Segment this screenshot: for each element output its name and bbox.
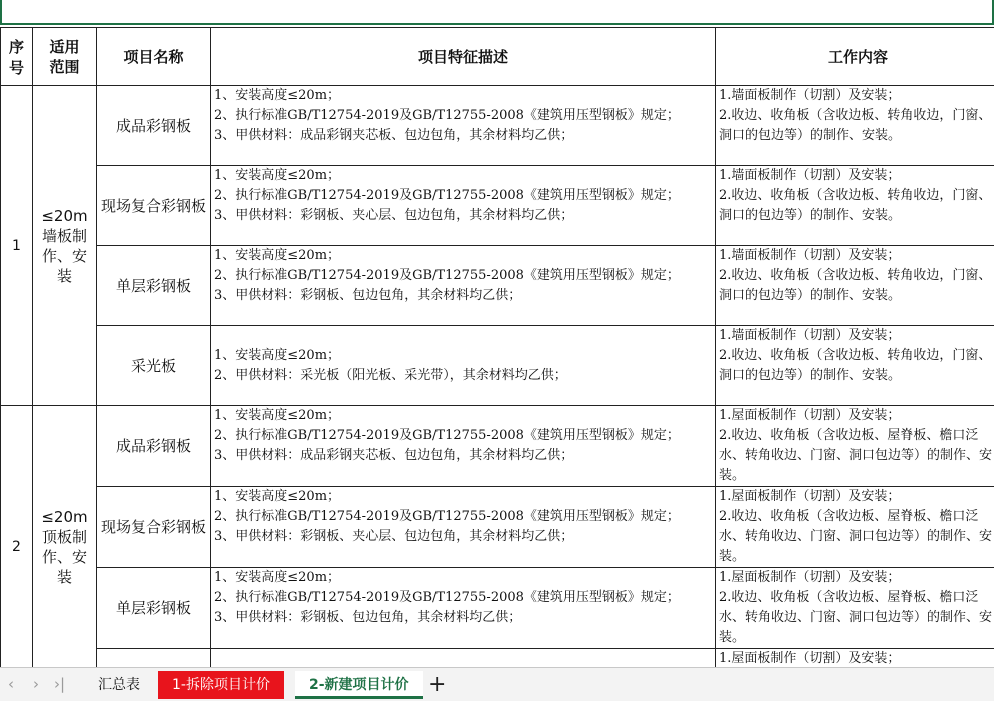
group-scope-cell[interactable]: ≤20m顶板制作、安装 xyxy=(33,406,97,668)
item-name-cell[interactable]: 现场复合彩钢板 xyxy=(97,487,211,568)
item-name-cell[interactable]: 采光板 xyxy=(97,326,211,406)
item-desc-cell[interactable]: 1、安装高度≤20m； 2、执行标准GB/T12754-2019及GB/T12755-2008《建筑用压型钢板》规定； 3、甲供材料：彩钢板、夹心层、包边包角，其余材料均乙供； xyxy=(211,166,716,246)
table-row xyxy=(1,649,994,668)
group-number-cell[interactable]: 1 xyxy=(1,86,33,406)
sheet-tab-bar xyxy=(0,667,994,701)
item-name-cell[interactable] xyxy=(97,649,211,668)
item-desc-cell[interactable]: 1、安装高度≤20m； 2、执行标准GB/T12754-2019及GB/T12755-2008《建筑用压型钢板》规定； 3、甲供材料：彩钢板、夹心层、包边包角，其余材料均乙供； xyxy=(211,487,716,568)
item-desc-cell[interactable]: 1、安装高度≤20m； 2、执行标准GB/T12754-2019及GB/T12755-2008《建筑用压型钢板》规定； 3、甲供材料：彩钢板、包边包角，其余材料均乙供； xyxy=(211,568,716,649)
item-work-cell[interactable]: 1.墙面板制作（切割）及安装； 2.收边、收角板（含收边板、转角收边，门窗、洞口的包边等）的制作、安装。 xyxy=(716,326,994,406)
item-work-cell[interactable]: 1.屋面板制作（切割）及安装； xyxy=(716,649,994,668)
table-row xyxy=(1,166,994,246)
next-sheet-icon[interactable]: › xyxy=(33,675,39,693)
item-name-cell[interactable]: 单层彩钢板 xyxy=(97,246,211,326)
tab-demolition[interactable]: 1-拆除项目计价 xyxy=(158,671,284,699)
spreadsheet-grid[interactable] xyxy=(0,27,994,667)
item-work-cell[interactable]: 1.屋面板制作（切割）及安装； 2.收边、收角板（含收边板、屋脊板、檐口泛水、转角收边、门窗、洞口包边等）的制作、安装。 xyxy=(716,487,994,568)
item-desc-cell[interactable]: 1、安装高度≤20m； 2、执行标准GB/T12754-2019及GB/T12755-2008《建筑用压型钢板》规定； 3、甲供材料：成品彩钢夹芯板、包边包角，其余材料均乙供； xyxy=(211,86,716,166)
item-desc-cell[interactable]: 1、安装高度≤20m； 2、执行标准GB/T12754-2019及GB/T12755-2008《建筑用压型钢板》规定； 3、甲供材料：成品彩钢夹芯板、包边包角，其余材料均乙供； xyxy=(211,406,716,487)
table-row xyxy=(1,326,994,406)
item-name-cell[interactable]: 单层彩钢板 xyxy=(97,568,211,649)
item-work-cell[interactable]: 1.墙面板制作（切割）及安装； 2.收边、收角板（含收边板、转角收边，门窗、洞口的包边等）的制作、安装。 xyxy=(716,166,994,246)
tab-new-construction[interactable]: 2-新建项目计价 xyxy=(295,671,423,699)
group-scope-cell[interactable]: ≤20m墙板制作、安装 xyxy=(33,86,97,406)
tab-summary[interactable]: 汇总表 xyxy=(98,677,140,693)
header-scope[interactable]: 适用范围 xyxy=(33,28,97,86)
table-row xyxy=(1,406,994,487)
item-name-cell[interactable]: 现场复合彩钢板 xyxy=(97,166,211,246)
header-name[interactable]: 项目名称 xyxy=(97,28,211,86)
last-sheet-icon[interactable]: ›| xyxy=(54,675,66,693)
item-desc-cell[interactable]: 1、安装高度≤20m； 2、执行标准GB/T12754-2019及GB/T12755-2008《建筑用压型钢板》规定； 3、甲供材料：彩钢板、包边包角，其余材料均乙供； xyxy=(211,246,716,326)
table-row xyxy=(1,86,994,166)
group-number-cell[interactable]: 2 xyxy=(1,406,33,668)
item-work-cell[interactable]: 1.墙面板制作（切割）及安装； 2.收边、收角板（含收边板、转角收边，门窗、洞口的包边等）的制作、安装。 xyxy=(716,86,994,166)
prev-sheet-icon[interactable]: ‹ xyxy=(8,675,14,693)
item-name-cell[interactable]: 成品彩钢板 xyxy=(97,86,211,166)
item-work-cell[interactable]: 1.屋面板制作（切割）及安装； 2.收边、收角板（含收边板、屋脊板、檐口泛水、转角收边、门窗、洞口包边等）的制作、安装。 xyxy=(716,406,994,487)
table-row xyxy=(1,568,994,649)
item-work-cell[interactable]: 1.屋面板制作（切割）及安装； 2.收边、收角板（含收边板、屋脊板、檐口泛水、转角收边、门窗、洞口包边等）的制作、安装。 xyxy=(716,568,994,649)
item-desc-cell[interactable]: 1、安装高度≤20m； 2、甲供材料：采光板（阳光板、采光带），其余材料均乙供； xyxy=(211,326,716,406)
item-work-cell[interactable]: 1.墙面板制作（切割）及安装； 2.收边、收角板（含收边板、转角收边，门窗、洞口的包边等）的制作、安装。 xyxy=(716,246,994,326)
item-desc-cell[interactable] xyxy=(211,649,716,668)
data-table xyxy=(0,27,994,667)
add-sheet-icon[interactable]: + xyxy=(428,672,447,697)
formula-bar[interactable] xyxy=(0,0,994,25)
table-row xyxy=(1,246,994,326)
header-desc[interactable]: 项目特征描述 xyxy=(211,28,716,86)
header-work[interactable]: 工作内容 xyxy=(716,28,994,86)
header-no[interactable]: 序号 xyxy=(1,28,33,86)
item-name-cell[interactable]: 成品彩钢板 xyxy=(97,406,211,487)
table-row xyxy=(1,487,994,568)
header-row xyxy=(1,28,994,86)
